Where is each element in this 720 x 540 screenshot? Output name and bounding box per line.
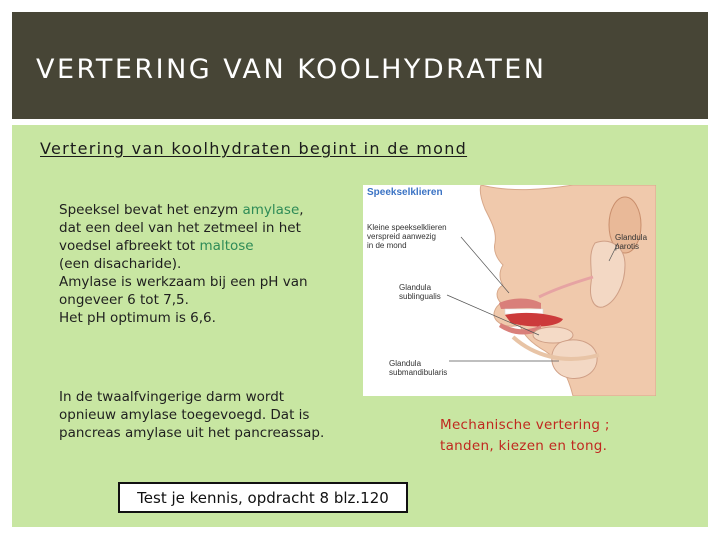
mech-line2: tanden, kiezen en tong.	[440, 438, 608, 454]
mechanical-digestion-note	[440, 415, 690, 457]
label-sublingualis: Glandula sublingualis	[399, 283, 441, 301]
para1-line6: ongeveer 6 tot 7,5.	[59, 292, 189, 308]
amylase-highlight: amylase	[242, 202, 300, 218]
para1-line4: (een disacharide).	[59, 256, 182, 272]
illustration-title: Speekselklieren	[367, 187, 443, 198]
maltose-highlight: maltose	[199, 238, 254, 254]
label-submandibularis: Glandula submandibularis	[389, 359, 448, 377]
para2-line1: In de twaalfvingerige darm wordt	[59, 389, 285, 405]
para1-line5: Amylase is werkzaam bij een pH van	[59, 274, 308, 290]
slide-subtitle: Vertering van koolhydraten begint in de mond	[40, 139, 468, 158]
title-bar	[12, 12, 708, 119]
content-area	[12, 125, 708, 527]
para1-line3: voedsel afbreekt tot maltose	[59, 238, 254, 254]
para1-line7: Het pH optimum is 6,6.	[59, 310, 216, 326]
para2-line3: pancreas amylase uit het pancreassap.	[59, 425, 325, 441]
para1-line2: dat een deel van het zetmeel in het	[59, 220, 301, 236]
label-parotis: Glandula parotis	[615, 233, 648, 251]
test-knowledge-box: Test je kennis, opdracht 8 blz.120	[118, 482, 408, 513]
slide-title: VERTERING VAN KOOLHYDRATEN	[36, 54, 547, 85]
mech-line1: Mechanische vertering ;	[440, 417, 610, 433]
para2-line2: opnieuw amylase toegevoegd. Dat is	[59, 407, 310, 423]
pancreas-paragraph	[59, 388, 379, 442]
saliva-paragraph	[59, 201, 359, 327]
para1-line1: Speeksel bevat het enzym amylase,	[59, 202, 304, 218]
salivary-glands-illustration	[363, 185, 656, 396]
label-small-glands: Kleine speekselklieren verspreid aanwezig in de mond	[367, 223, 447, 250]
